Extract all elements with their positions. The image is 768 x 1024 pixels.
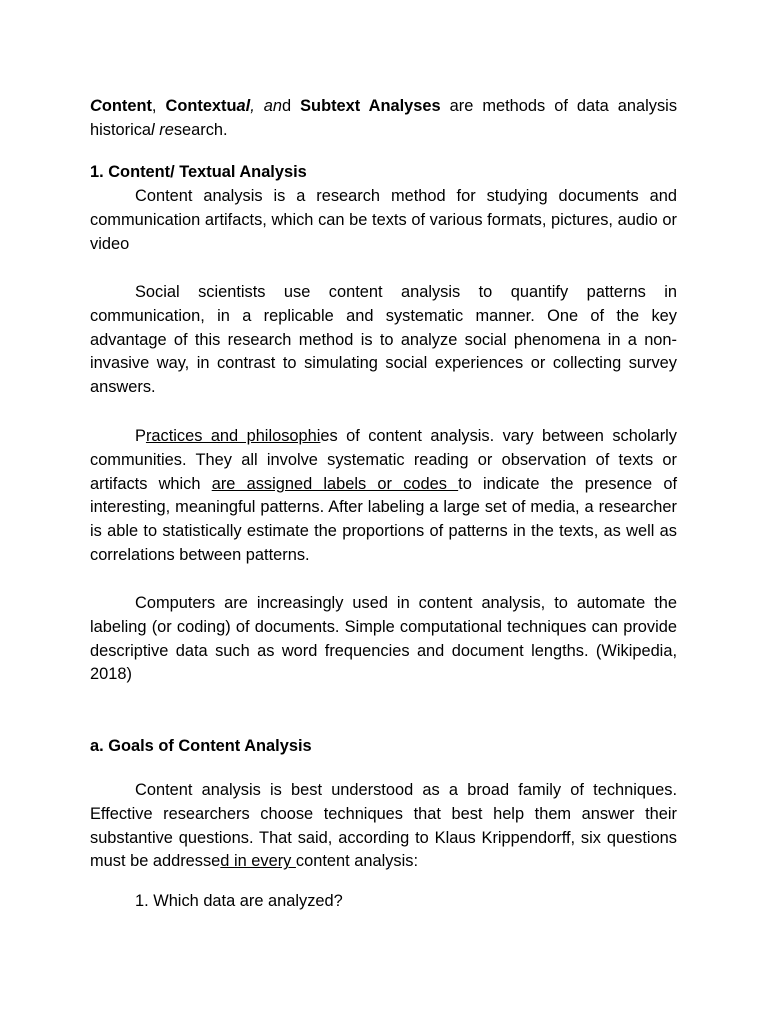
- intro-text: Subtext Analyses: [300, 97, 441, 115]
- underlined-text: d in every: [220, 852, 296, 871]
- underlined-text: ractices and philosophi: [145, 427, 321, 445]
- paragraph: Social scientists use content analysis to quantify patterns in communication, in a replicable and systematic manner. One of the key advantage of this research method is to analyze social phenomena in a non-invasive way, in contrast to simulating social experiences or collecting survey answers.: [90, 283, 677, 397]
- intro-text: al: [236, 97, 251, 115]
- underlined-text: are assigned labels or codes: [211, 474, 459, 493]
- paragraph: Computers are increasingly used in content analysis, to automate the labeling (or coding) of documents. Simple computational techniques can provide descriptive data such as word frequencies and document lengths. (Wikipedia, 2018): [90, 594, 677, 684]
- section-heading: a. Goals of Content Analysis: [90, 737, 312, 755]
- paragraph: [90, 779, 677, 874]
- paragraph-text: es of content analysis. vary between scholarly communities. They all involve systematic reading or observation of texts or artifacts which: [90, 427, 677, 493]
- intro-text: ontent: [101, 97, 152, 115]
- intro-text: , an: [250, 97, 282, 115]
- paragraph: [90, 425, 677, 568]
- paragraph-text: Content analysis is best understood as a broad family of techniques. Effective researchers choose techniques that best help them answer their substantive questions. That said, according to Klaus Krippendorff, six questions must be addresse: [90, 781, 677, 871]
- section-heading: 1. Content/ Textual Analysis: [90, 163, 307, 181]
- paragraph-text: to indicate the presence of interesting, meaningful patterns. After labeling a large set of media, a researcher is able to statistically estimate the proportions of patterns in the texts, as well as correlations between patterns.: [90, 474, 678, 564]
- list-item: 1. Which data are analyzed?: [135, 892, 343, 910]
- intro-text: ,: [151, 97, 166, 115]
- intro-text: C: [90, 97, 102, 115]
- intro-text: search.: [173, 120, 228, 139]
- intro-text: Contextu: [165, 97, 237, 115]
- paragraph-text: content analysis:: [295, 852, 419, 871]
- paragraph-text: P: [135, 427, 146, 445]
- intro-paragraph: [90, 95, 677, 143]
- paragraph: Content analysis is a research method for studying documents and communication artifacts, which can be texts of various formats, pictures, audio or video: [90, 187, 677, 253]
- intro-text: l re: [151, 120, 174, 139]
- intro-text: d: [282, 97, 301, 115]
- intro-text: are methods of data analysis historica: [90, 97, 678, 139]
